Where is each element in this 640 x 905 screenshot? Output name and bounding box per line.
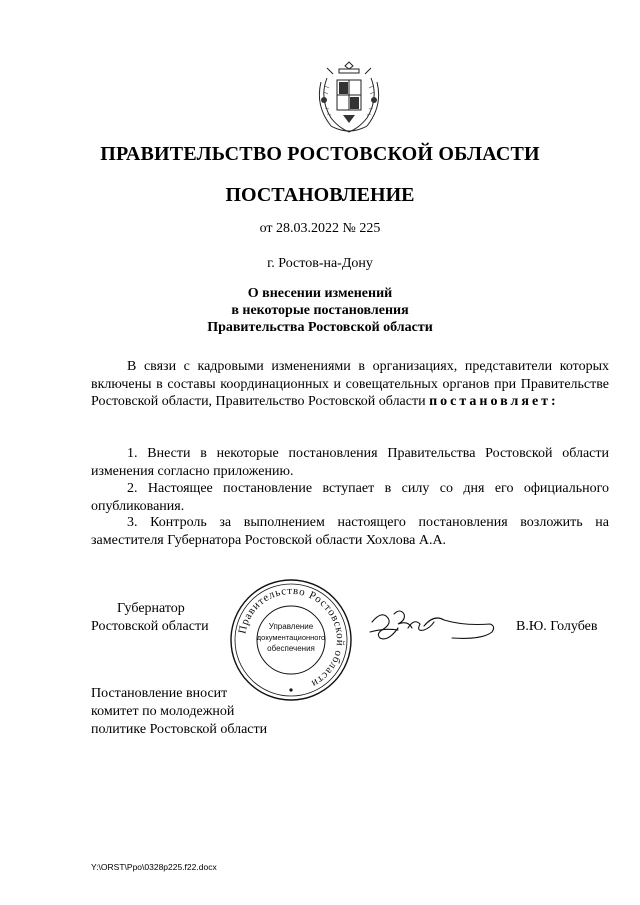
- signer-title-line-1: Губернатор: [117, 601, 185, 616]
- svg-text:обеспечения: обеспечения: [267, 644, 315, 653]
- submitter-note-line-1: Постановление вносит: [91, 686, 228, 701]
- document-title-line-1: О внесении изменений: [247, 286, 393, 301]
- submitter-note-line-2: комитет по молодежной: [91, 704, 235, 719]
- signer-name: В.Ю. Голубев: [516, 619, 598, 634]
- svg-text:документационного: документационного: [256, 633, 326, 642]
- decree-word: постановляет: [429, 394, 552, 409]
- preamble-paragraph: [91, 358, 609, 411]
- decree-item-1: [91, 445, 609, 480]
- document-city: г. Ростов-на-Дону: [267, 256, 373, 271]
- svg-text:Управление: Управление: [268, 622, 314, 631]
- decree-colon: :: [551, 394, 556, 409]
- decree-item-text: 1. Внести в некоторые постановления Правительства Ростовской области изменения согласно приложению.: [91, 446, 609, 479]
- organization-name: ПРАВИТЕЛЬСТВО РОСТОВСКОЙ ОБЛАСТИ: [100, 143, 540, 165]
- signer-title-line-2: Ростовской области: [91, 619, 209, 634]
- document-title-line-3: Правительства Ростовской области: [207, 320, 433, 335]
- document-title-line-2: в некоторые постановления: [231, 303, 409, 318]
- decree-item-text: 3. Контроль за выполнением настоящего постановления возложить на заместителя Губернатора Ростовской области Хохлова А.А.: [91, 515, 609, 548]
- svg-text:Правительство Ростовской облас: Правительство Ростовской области: [236, 584, 347, 690]
- submitter-note-line-3: политике Ростовской области: [91, 722, 268, 737]
- decree-item-2: [91, 480, 609, 515]
- document-date-number: от 28.03.2022 № 225: [259, 221, 381, 236]
- preamble-text: В связи с кадровыми изменениями в организациях, представители которых включены в составы координационных и совещательных органов при Правительстве Ростовской области, Правительство Ростовской области: [91, 359, 609, 409]
- decree-item-3: [91, 514, 609, 549]
- file-path: Y:\ORST\Ppo\0328p225.f22.docx: [91, 862, 217, 872]
- decree-item-text: 2. Настоящее постановление вступает в силу со дня его официального опубликования.: [91, 481, 609, 514]
- document-type: ПОСТАНОВЛЕНИЕ: [225, 184, 415, 206]
- coat-of-arms-icon: [313, 60, 385, 136]
- official-stamp: [228, 577, 354, 703]
- handwritten-signature: [368, 604, 498, 644]
